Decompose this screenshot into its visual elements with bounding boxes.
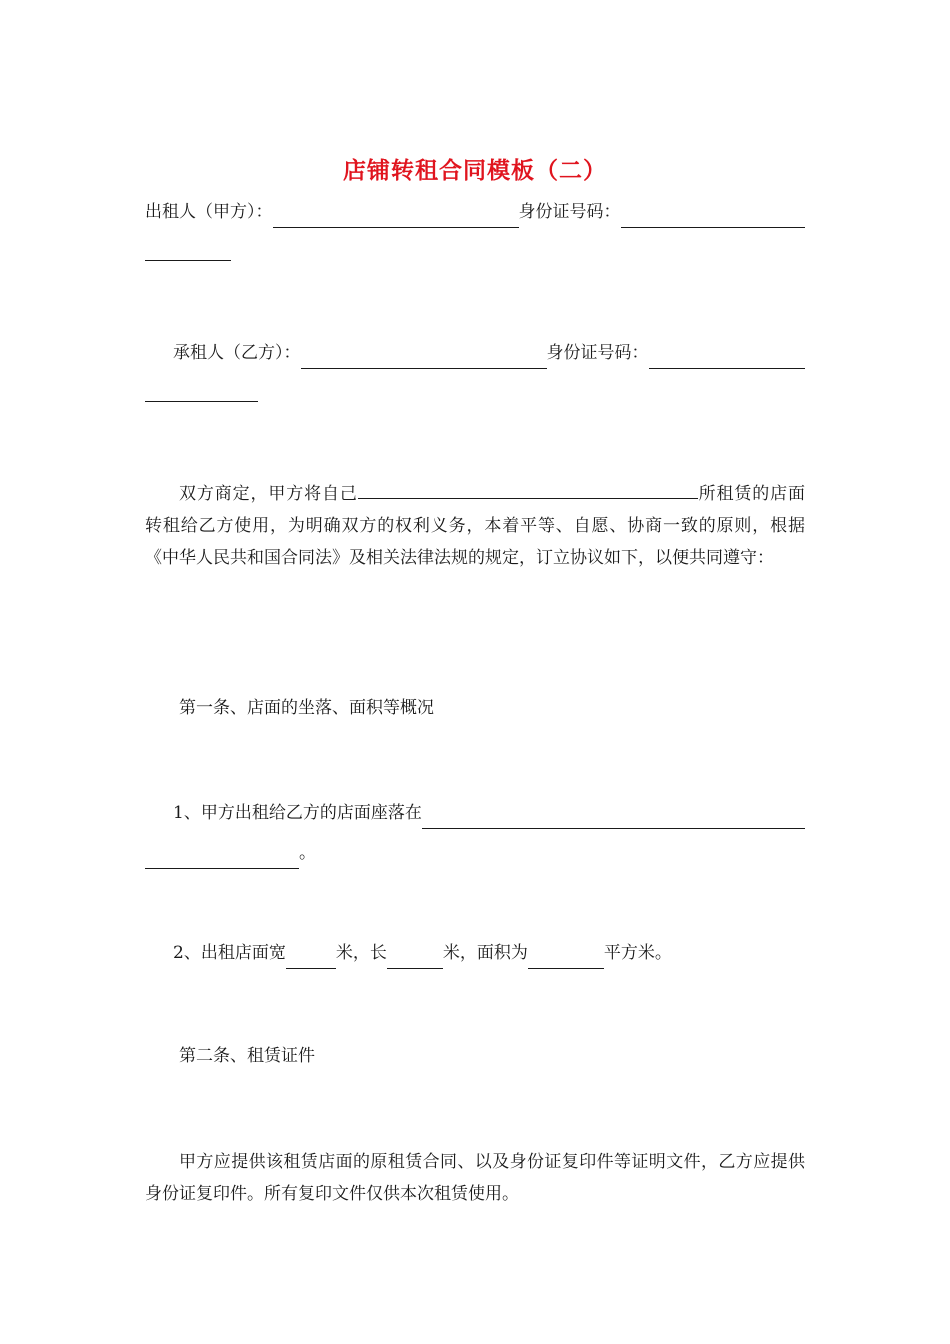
lessor-id-label: 身份证号码： (518, 202, 621, 222)
item1-end: 。 (299, 843, 316, 863)
lessor-label: 出租人（甲方）： (145, 202, 273, 222)
lessee-id-blank (649, 346, 806, 369)
length-blank (387, 948, 443, 969)
lessor-id-blank (621, 205, 806, 228)
intro-paragraph (145, 478, 805, 574)
lessor-id-blank-continued (145, 240, 231, 261)
article1-heading: 第一条、店面的坐落、面积等概况 (179, 698, 434, 718)
item2-text-c: 米，面积为 (442, 943, 528, 963)
lessor-block (145, 196, 805, 261)
document-title: 店铺转租合同模板（二） (343, 157, 607, 184)
item2-text-a: 2、出租店面宽 (173, 943, 286, 963)
lessor-name-blank (273, 207, 519, 228)
item2-text-d: 平方米。 (603, 943, 672, 963)
lessee-block (145, 337, 805, 402)
shop-address-blank (358, 478, 698, 499)
location-blank (422, 806, 805, 829)
item1-block (145, 797, 805, 869)
article2-heading: 第二条、租赁证件 (179, 1046, 315, 1066)
area-blank (528, 948, 604, 969)
item2-text-b: 米，长 (335, 943, 387, 963)
item1-text: 1、甲方出租给乙方的店面座落在 (173, 803, 422, 823)
intro-text-a: 双方商定，甲方将自己 (179, 484, 358, 504)
intro-text-b: 所租赁的店面转租给乙方使用，为明确双方的权利义务，本着平等、自愿、协商一致的原则，根据《中华人民共和国合同法》及相关法律法规的规定，订立协议如下，以便共同遵守： (145, 484, 805, 568)
width-blank (286, 948, 336, 969)
lessee-id-label: 身份证号码： (546, 343, 649, 363)
lessee-name-blank (301, 348, 547, 369)
lessee-label: 承租人（乙方）： (173, 343, 301, 363)
lessee-id-blank-continued (145, 381, 258, 402)
location-blank-continued (145, 848, 299, 869)
article2-paragraph: 甲方应提供该租赁店面的原租赁合同、以及身份证复印件等证明文件，乙方应提供身份证复印件。所有复印文件仅供本次租赁使用。 (145, 1152, 805, 1204)
item2-block (145, 937, 805, 969)
